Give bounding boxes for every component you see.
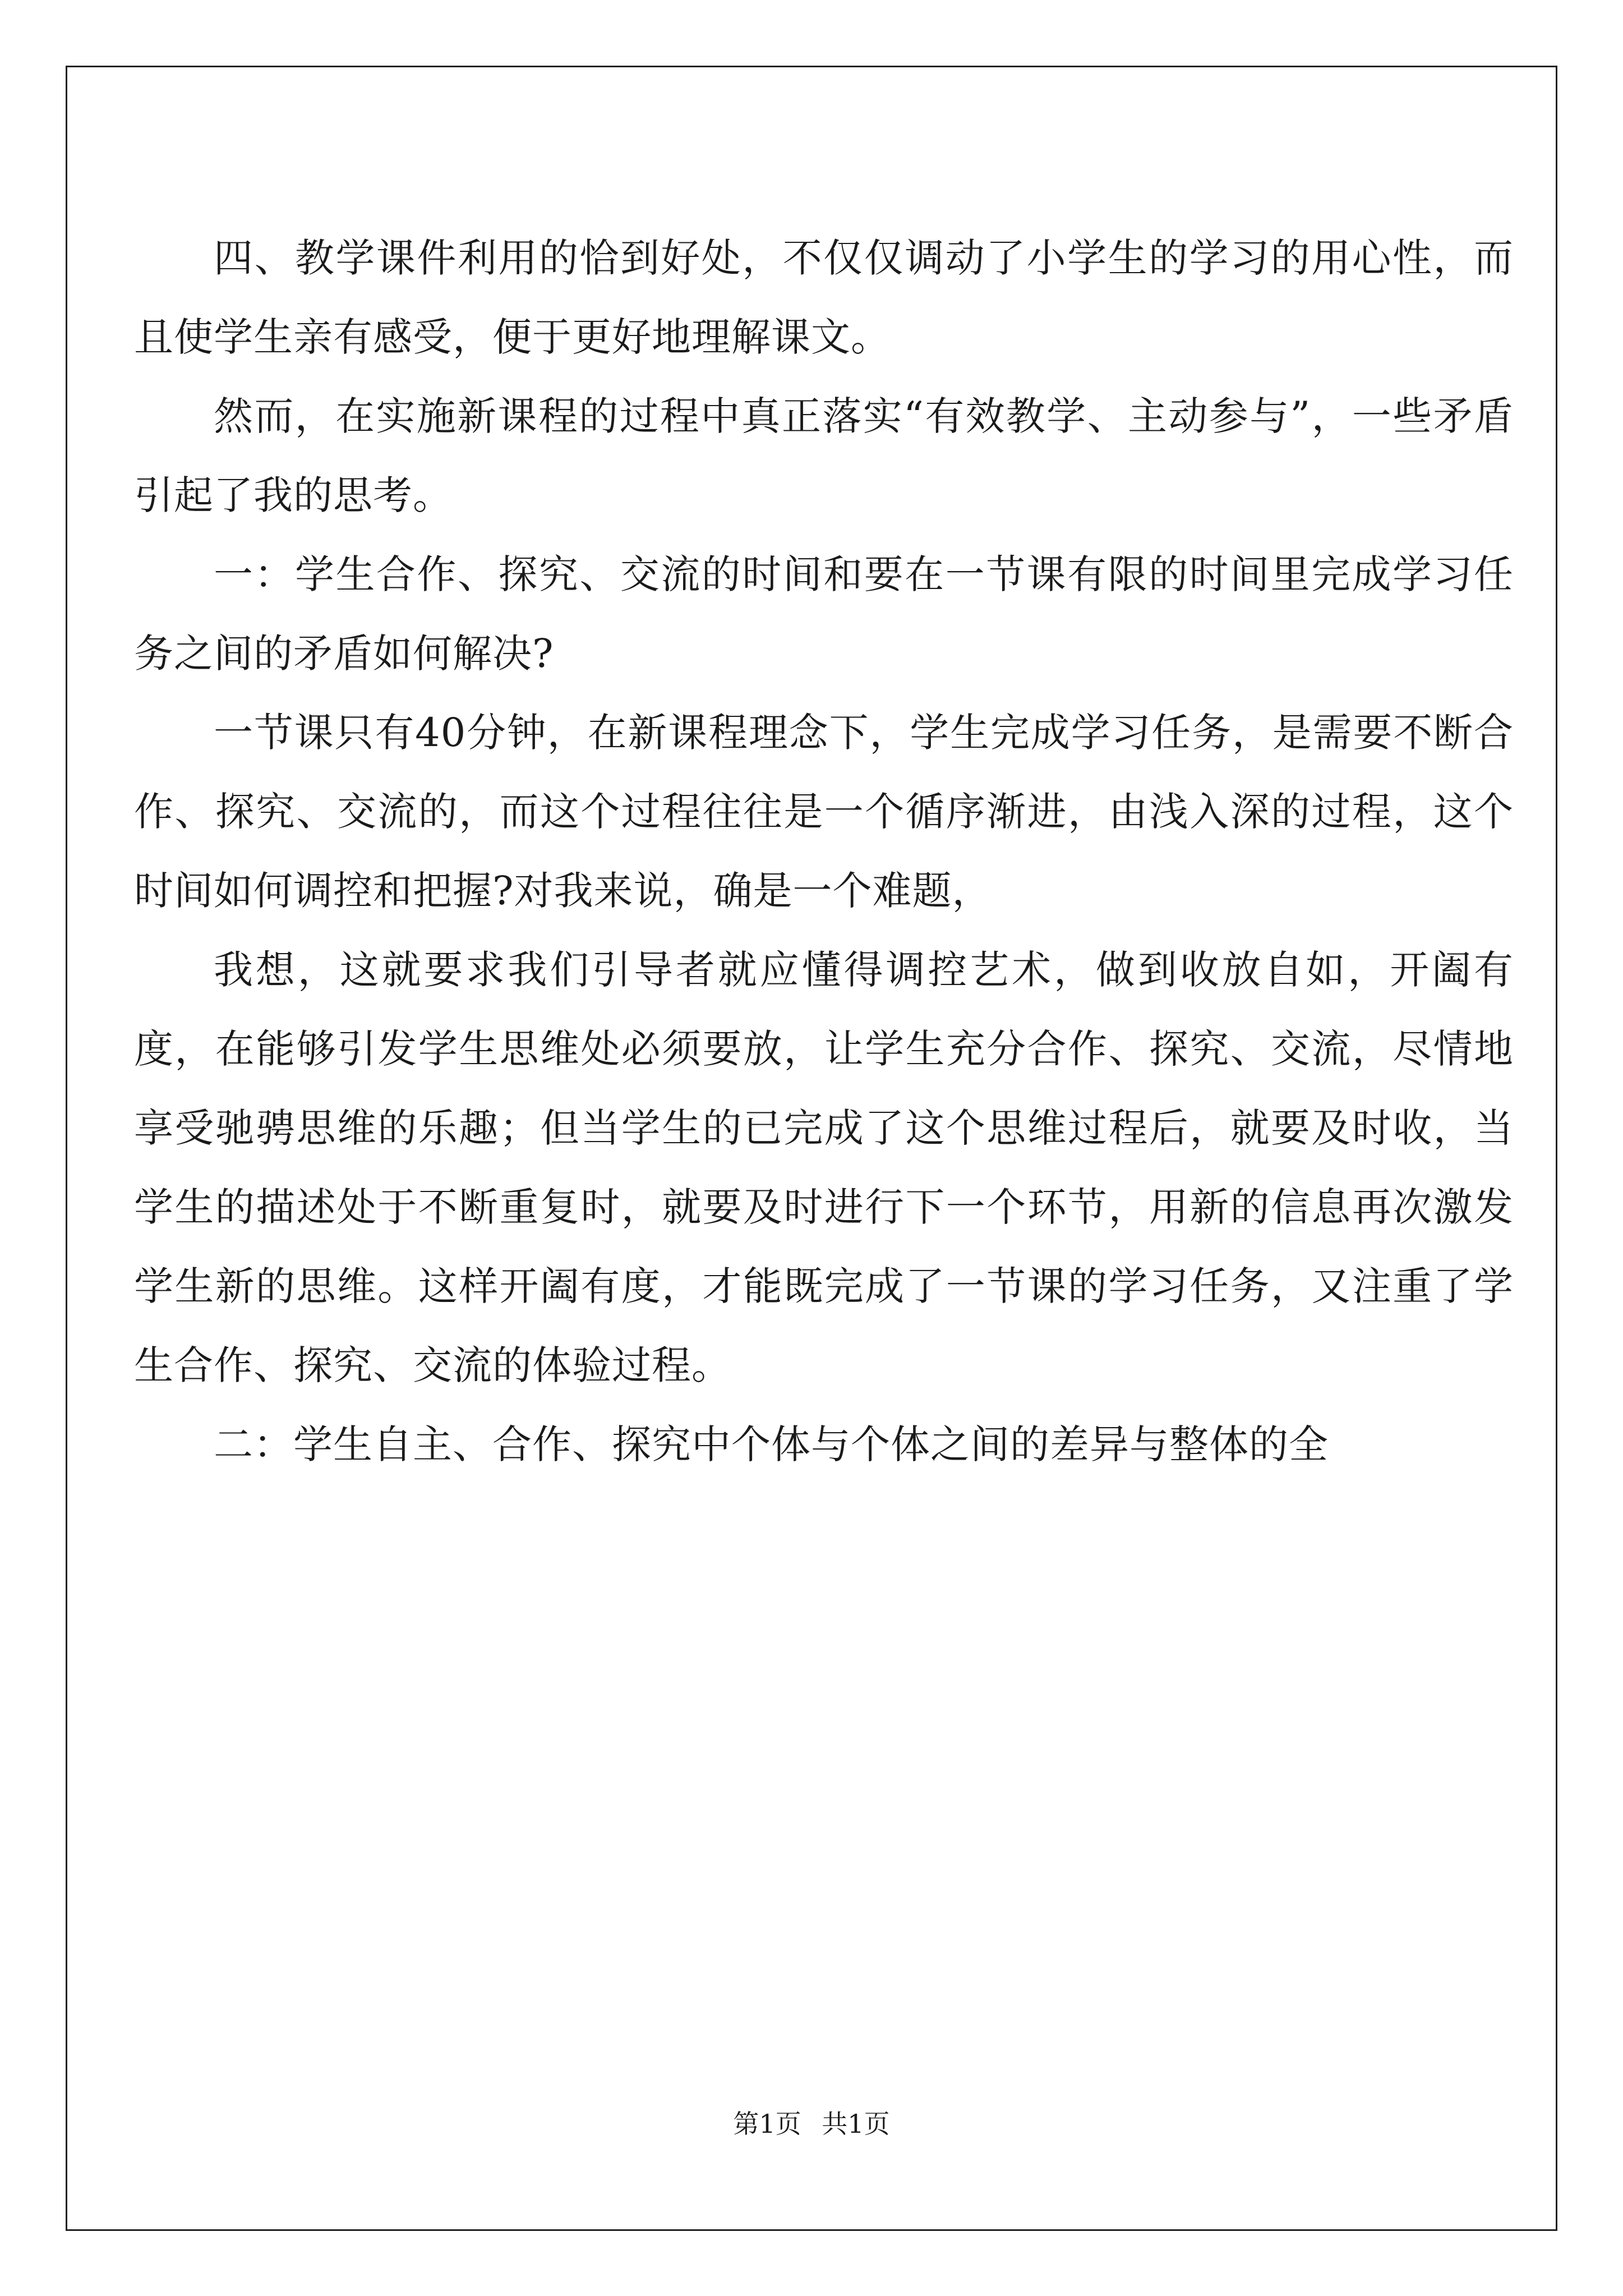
paragraph-6: 二：学生自主、合作、探究中个体与个体之间的差异与整体的全 — [214, 1421, 1329, 1467]
document-body — [134, 219, 1514, 1484]
paragraph-2: 然而，在实施新课程的过程中真正落实“有效教学、主动参与”，一些矛盾引起了我的思考。 — [134, 393, 1514, 518]
paragraph-1: 四、教学课件利用的恰到好处，不仅仅调动了小学生的学习的用心性，而且使学生亲有感受，便于更好地理解课文。 — [134, 235, 1514, 360]
page-footer: 第1页 共1页 — [733, 2109, 890, 2139]
paragraph-4: 一节课只有40分钟，在新课程理念下，学生完成学习任务，是需要不断合作、探究、交流的，而这个过程往往是一个循序渐进，由浅入深的过程，这个时间如何调控和把握?对我来说，确是一个难题， — [134, 710, 1514, 914]
paragraph-3: 一：学生合作、探究、交流的时间和要在一节课有限的时间里完成学习任务之间的矛盾如何解决? — [134, 551, 1514, 677]
paragraph-5: 我想，这就要求我们引导者就应懂得调控艺术，做到收放自如，开阖有度，在能够引发学生思维处必须要放，让学生充分合作、探究、交流，尽情地享受驰骋思维的乐趣；但当学生的已完成了这个思维过程后，就要及时收，当学生的描述处于不断重复时，就要及时进行下一个环节，用新的信息再次激发学生新的思维。这样开阖有度，才能既完成了一节课的学习任务，又注重了学生合作、探究、交流的体验过程。 — [134, 947, 1514, 1388]
